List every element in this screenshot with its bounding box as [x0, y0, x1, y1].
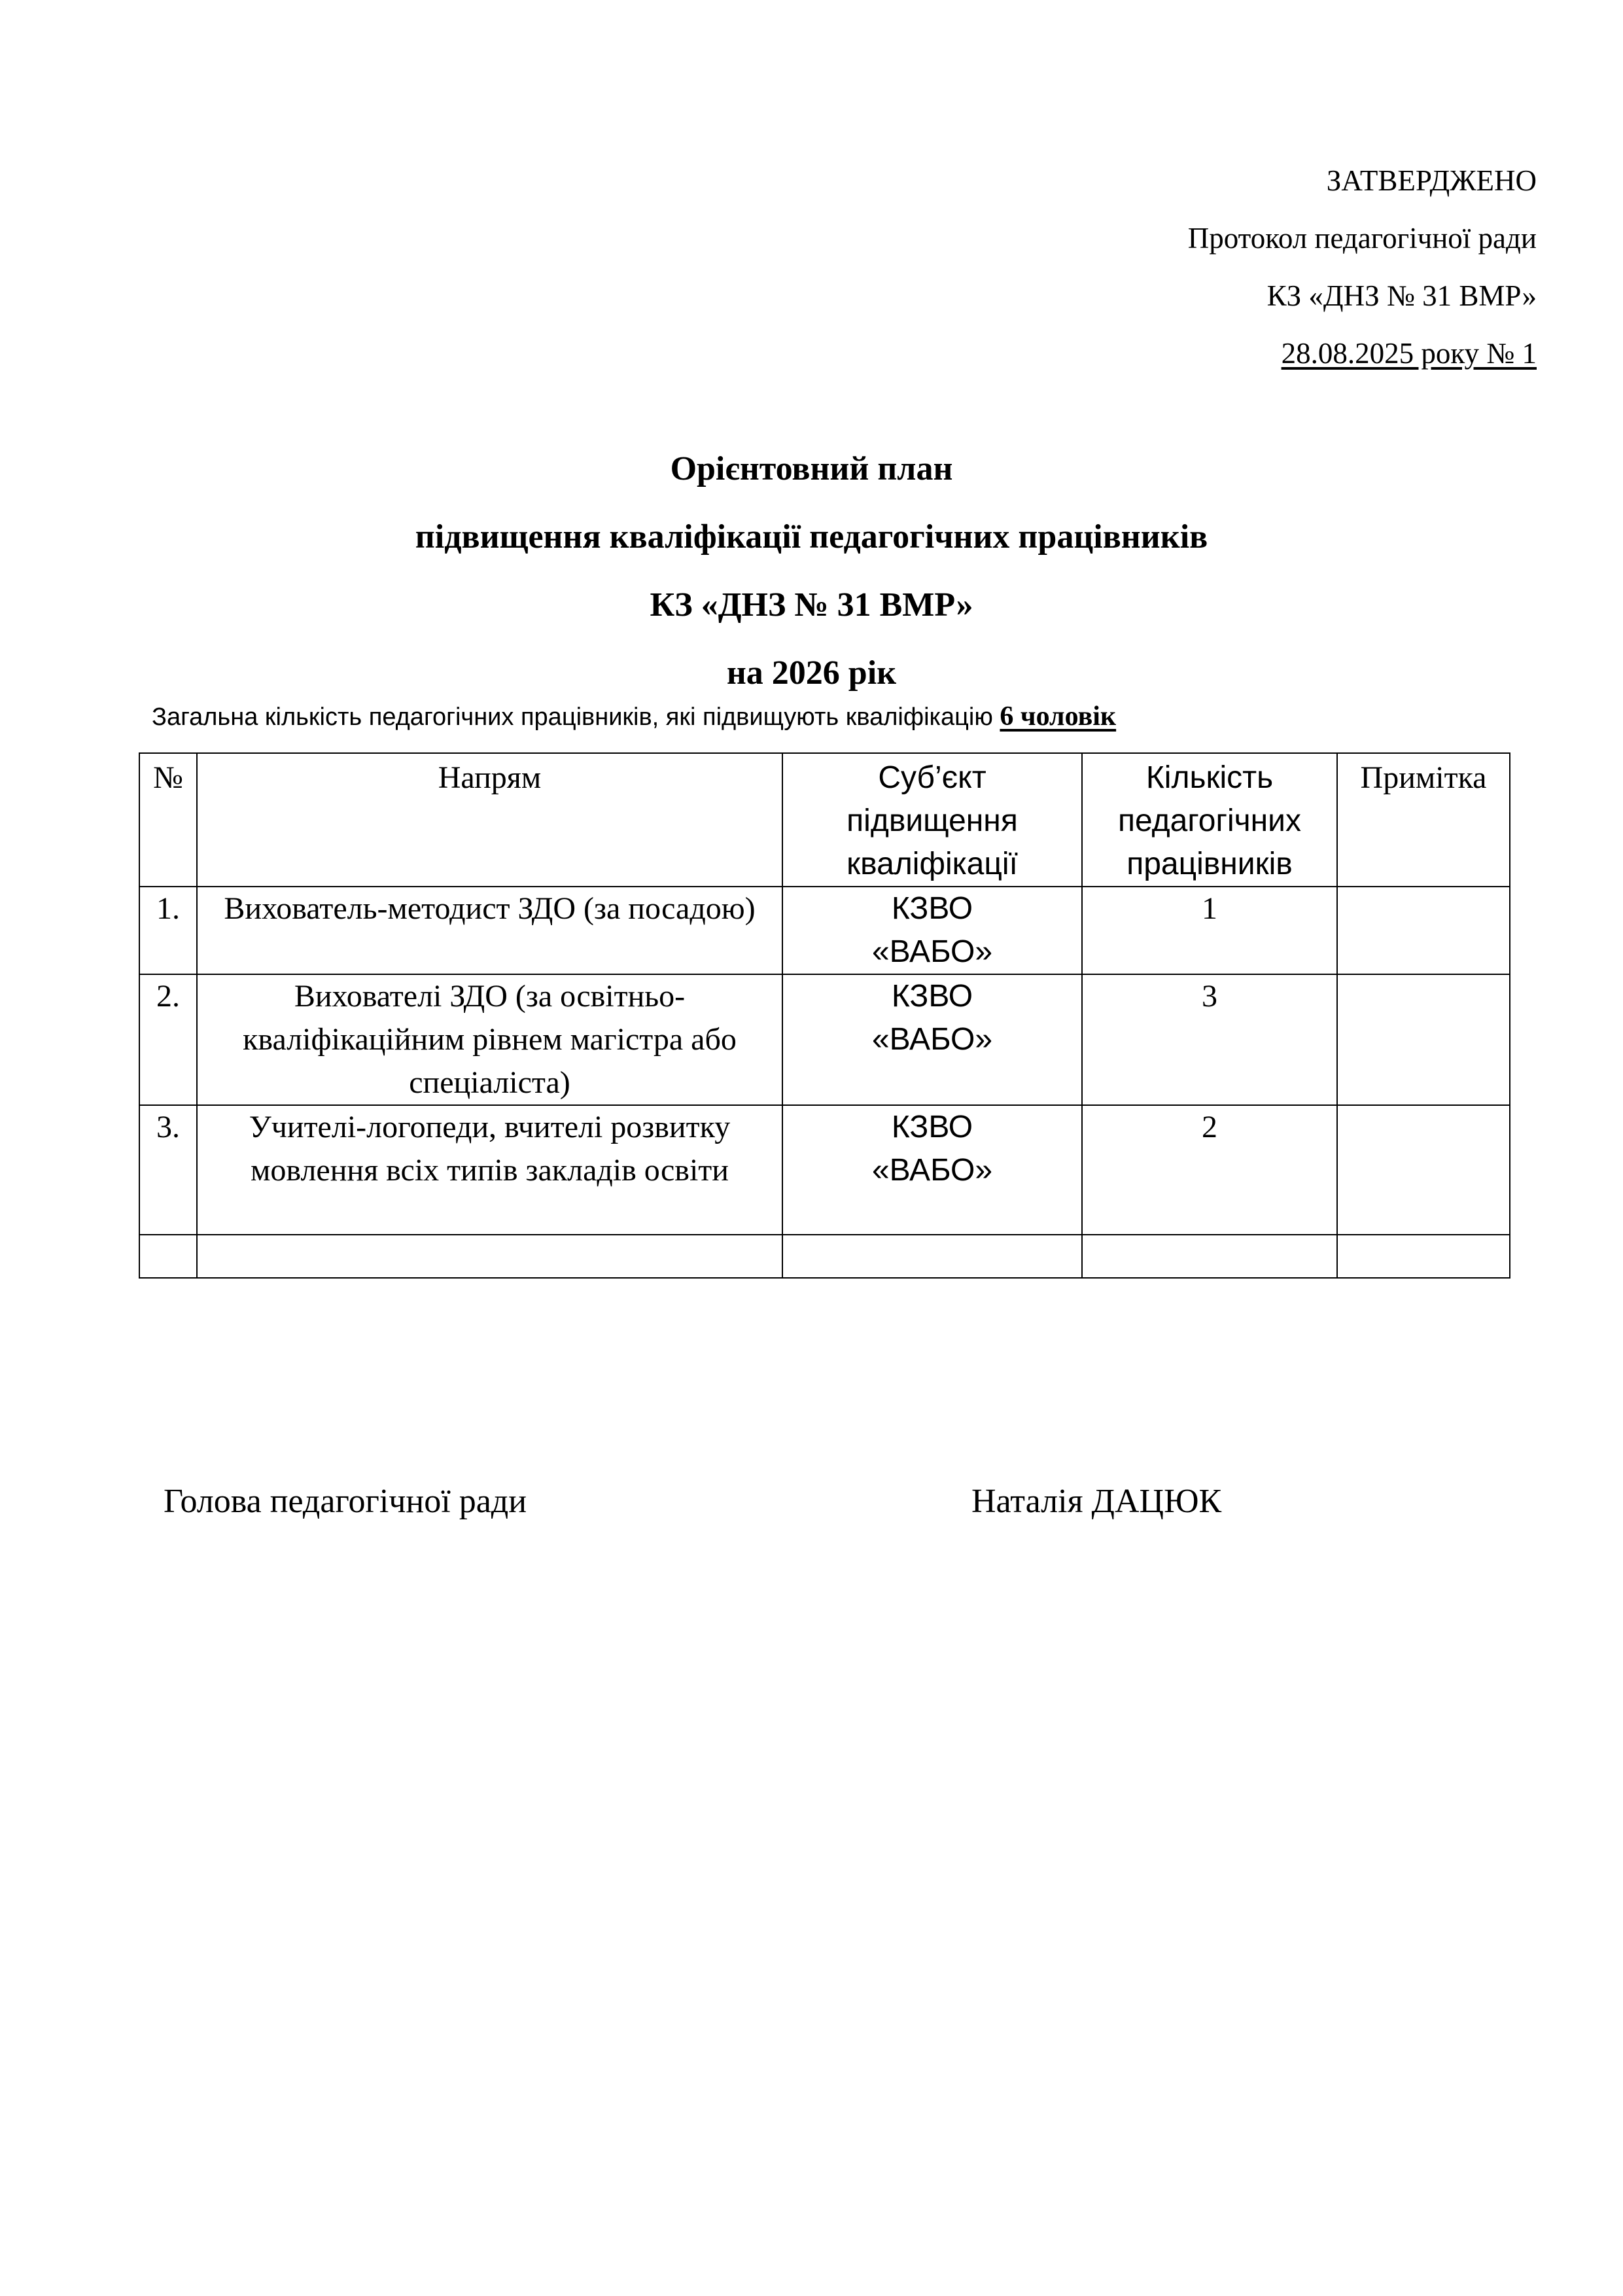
empty-cell [139, 1235, 197, 1278]
empty-cell [1337, 1235, 1510, 1278]
row-subject-line-2: «ВАБО» [871, 1022, 993, 1057]
header-count-line-1: Кількість [1145, 760, 1274, 795]
table-row [139, 1105, 1510, 1235]
header-subject [782, 753, 1082, 887]
row-subject [782, 1105, 1082, 1235]
empty-cell [1082, 1235, 1337, 1278]
table-row [139, 974, 1510, 1105]
summary-line [152, 700, 1116, 733]
signature-role: Голова педагогічної ради [164, 1483, 527, 1520]
header-subject-line-2: підвищення [846, 804, 1018, 838]
row-number: 2. [139, 974, 197, 1105]
row-subject [782, 887, 1082, 974]
row-subject-line-2: «ВАБО» [871, 934, 993, 969]
header-subject-line-3: кваліфікації [846, 847, 1018, 881]
plan-table [139, 752, 1510, 1279]
empty-cell [197, 1235, 782, 1278]
empty-table-row [139, 1235, 1510, 1278]
approved-label: ЗАТВЕРДЖЕНО [1326, 164, 1537, 197]
empty-cell [782, 1235, 1082, 1278]
row-count: 3 [1082, 974, 1337, 1105]
summary-text: Загальна кількість педагогічних працівників, які підвищують кваліфікацію [152, 703, 1000, 731]
table-row [139, 887, 1510, 974]
row-count: 2 [1082, 1105, 1337, 1235]
row-number: 1. [139, 887, 197, 974]
row-note [1337, 1105, 1510, 1235]
header-count-line-2: педагогічних [1118, 804, 1301, 838]
row-direction: Вихователі ЗДО (за освітньо-кваліфікаційним рівнем магістра або спеціаліста) [197, 974, 782, 1105]
row-note [1337, 974, 1510, 1105]
summary-count: 6 чоловік [1000, 701, 1117, 732]
row-subject-line-2: «ВАБО» [871, 1153, 993, 1188]
row-subject [782, 974, 1082, 1105]
header-subject-line-1: Суб’єкт [878, 760, 986, 795]
table-header-row [139, 753, 1510, 887]
signature-name: Наталія ДАЦЮК [971, 1483, 1222, 1520]
header-count [1082, 753, 1337, 887]
title-line-3: КЗ «ДНЗ № 31 ВМР» [650, 586, 973, 624]
header-count-line-3: працівників [1126, 847, 1293, 881]
title-line-4: на 2026 рік [726, 654, 897, 692]
row-note [1337, 887, 1510, 974]
row-direction: Вихователь-методист ЗДО (за посадою) [197, 887, 782, 974]
title-line-1: Орієнтовний план [670, 450, 953, 487]
document-title [0, 435, 1623, 707]
header-direction: Напрям [197, 753, 782, 887]
approval-stamp [1188, 152, 1537, 382]
header-note: Примітка [1337, 753, 1510, 887]
row-direction: Учителі-логопеди, вчителі розвитку мовлення всіх типів закладів освіти [197, 1105, 782, 1235]
institution-label: КЗ «ДНЗ № 31 ВМР» [1266, 279, 1537, 312]
row-subject-line-1: КЗВО [891, 979, 973, 1014]
protocol-date-number: 28.08.2025 року № 1 [1281, 337, 1537, 370]
row-subject-line-1: КЗВО [891, 891, 973, 926]
row-count: 1 [1082, 887, 1337, 974]
header-number: № [139, 753, 197, 887]
row-number: 3. [139, 1105, 197, 1235]
row-subject-line-1: КЗВО [891, 1110, 973, 1144]
title-line-2: підвищення кваліфікації педагогічних працівників [415, 518, 1208, 556]
protocol-label: Протокол педагогічної ради [1187, 222, 1537, 255]
